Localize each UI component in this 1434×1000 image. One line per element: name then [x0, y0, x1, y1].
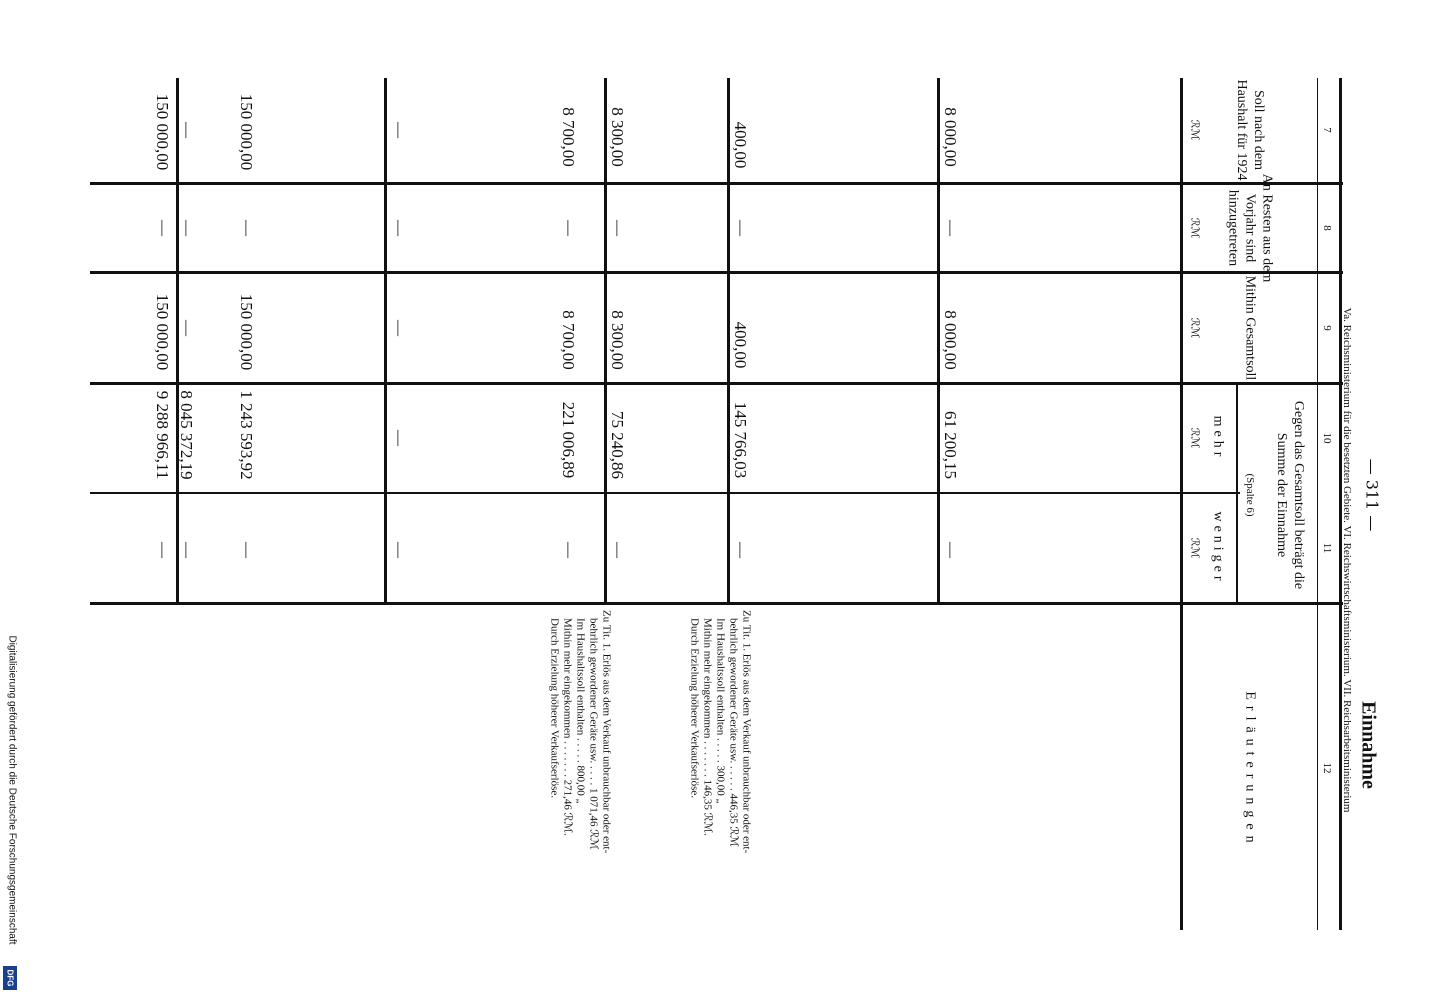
- cell-gesamtsoll: 8 300,00: [608, 310, 627, 370]
- col-number-10: 10: [1321, 432, 1333, 444]
- col-rule-group: [1180, 382, 1240, 385]
- cell-mehr: 61 200,15: [941, 411, 960, 479]
- cell-soll: 8 300,00: [608, 107, 627, 167]
- cell-mehr: 75 240,86: [608, 411, 627, 479]
- page-subtitle: Va. Reichsministerium für die besetzten Gebiete. VI. Reichswirtschaftsministerium. VII. Reichsarbeitsministerium: [1341, 307, 1353, 813]
- cell-soll: —: [390, 122, 407, 138]
- cell-reste: —: [178, 220, 195, 236]
- cell-gesamtsoll: 400,00: [731, 321, 750, 369]
- cell-weniger: —: [609, 542, 626, 558]
- cell-soll: 8 000,00: [941, 107, 960, 167]
- col-rule: [90, 492, 1240, 494]
- cell-reste: —: [942, 220, 959, 236]
- cell-mehr: 145 766,03: [731, 401, 750, 479]
- note-line: Durch Erzielung höherer Verkaufserlöse.: [548, 618, 561, 799]
- rule-header-bottom: [1180, 78, 1183, 930]
- cell-reste: —: [732, 220, 749, 236]
- col-unit-11: ℛℳ: [1188, 537, 1201, 559]
- row-rule: [384, 78, 387, 603]
- col-number-9: 9: [1321, 325, 1333, 331]
- note-line: Im Haushaltssoll enthalten . . . . . 300,00 „: [714, 618, 727, 804]
- cell-reste: —: [154, 220, 171, 236]
- digitization-credit: Digitalisierung gefördert durch die Deutsche Forschungsgemeinschaft: [6, 635, 18, 945]
- col-header-reste: An Resten aus dem Vorjahr sind hinzugetreten: [1225, 173, 1275, 283]
- cell-reste: —: [609, 220, 626, 236]
- cell-mehr: 221 006,89: [559, 401, 578, 479]
- note-block: [688, 610, 753, 930]
- col-number-8: 8: [1321, 225, 1333, 231]
- cell-soll: —: [178, 122, 195, 138]
- page-number: — 311 —: [1362, 458, 1382, 532]
- col-header-weniger: weniger: [1210, 511, 1226, 585]
- col-rule: [90, 382, 1343, 385]
- cell-soll: 400,00: [731, 121, 750, 169]
- cell-soll: 150 000,00: [153, 93, 172, 171]
- cell-soll: 150 000,00: [237, 93, 256, 171]
- note-block: [548, 610, 613, 930]
- cell-gesamtsoll: —: [390, 320, 407, 336]
- dfg-logo: DFG: [3, 966, 17, 990]
- col-header-group-note: (Spalte 6): [1244, 473, 1256, 517]
- cell-weniger: —: [178, 542, 195, 558]
- col-header-soll: Soll nach dem Haushalt für 1924: [1234, 79, 1266, 181]
- note-line: Zu Tit. 1. Erlös aus dem Verkauf unbrauchbar oder ent-: [600, 610, 613, 854]
- col-header-erlaeuterungen: Erläuterungen: [1242, 691, 1258, 849]
- cell-reste: —: [238, 220, 255, 236]
- cell-mehr: 9 288 966,11: [153, 390, 172, 480]
- note-line: behrlich gewordener Geräte usw. . . . . 1 071,46 ℛℳ: [587, 618, 600, 850]
- group-rule: [1236, 385, 1238, 603]
- row-rule: [176, 78, 179, 603]
- note-line: Mithin mehr eingekommen . . . . . . . 271,46 ℛℳ.: [561, 618, 574, 836]
- note-line: Im Haushaltssoll enthalten . . . . . 800,00 „: [574, 618, 587, 804]
- note-line: Durch Erzielung höherer Verkaufserlöse.: [688, 618, 701, 799]
- cell-gesamtsoll: —: [178, 320, 195, 336]
- cell-soll: 8 700,00: [559, 107, 578, 167]
- cell-weniger: —: [942, 542, 959, 558]
- col-rule: [90, 182, 1343, 185]
- cell-weniger: —: [560, 542, 577, 558]
- col-number-7: 7: [1321, 127, 1333, 133]
- cell-weniger: —: [390, 542, 407, 558]
- cell-gesamtsoll: 150 000,00: [237, 293, 256, 371]
- col-number-12: 12: [1321, 762, 1333, 774]
- cell-reste: —: [560, 220, 577, 236]
- col-unit-10: ℛℳ: [1188, 427, 1201, 449]
- cell-weniger: —: [238, 542, 255, 558]
- cell-reste: —: [390, 220, 407, 236]
- note-line: Zu Tit. 1. Erlös aus dem Verkauf unbrauchbar oder ent-: [740, 610, 753, 854]
- cell-gesamtsoll: 150 000,00: [153, 293, 172, 371]
- page-title: Einnahme: [1357, 701, 1380, 789]
- cell-gesamtsoll: 8 000,00: [941, 310, 960, 370]
- cell-mehr: 8 045 372,19: [177, 390, 196, 480]
- col-rule: [90, 271, 1343, 274]
- col-rule: [90, 602, 1343, 605]
- cell-gesamtsoll: 8 700,00: [559, 310, 578, 370]
- cell-mehr: 1 243 593,92: [237, 390, 256, 480]
- rule-header-numbers: [1317, 78, 1318, 930]
- cell-weniger: —: [732, 542, 749, 558]
- col-header-mehr: mehr: [1210, 415, 1226, 461]
- col-header-group: Gegen das Gesamtsoll beträgt die Summe der Einnahme: [1274, 400, 1306, 590]
- cell-mehr: —: [390, 430, 407, 446]
- col-unit-9: ℛℳ: [1188, 317, 1201, 339]
- note-line: behrlich gewordener Geräte usw. . . . . . 446,35 ℛℳ: [727, 618, 740, 848]
- col-unit-7: ℛℳ: [1188, 119, 1201, 141]
- col-number-11: 11: [1321, 542, 1333, 554]
- cell-weniger: —: [154, 542, 171, 558]
- note-line: Mithin mehr eingekommen . . . . . . . 146,35 ℛℳ.: [701, 618, 714, 836]
- col-unit-8: ℛℳ: [1188, 217, 1201, 239]
- col-header-gesamtsoll: Mithin Gesamtsoll: [1242, 275, 1258, 381]
